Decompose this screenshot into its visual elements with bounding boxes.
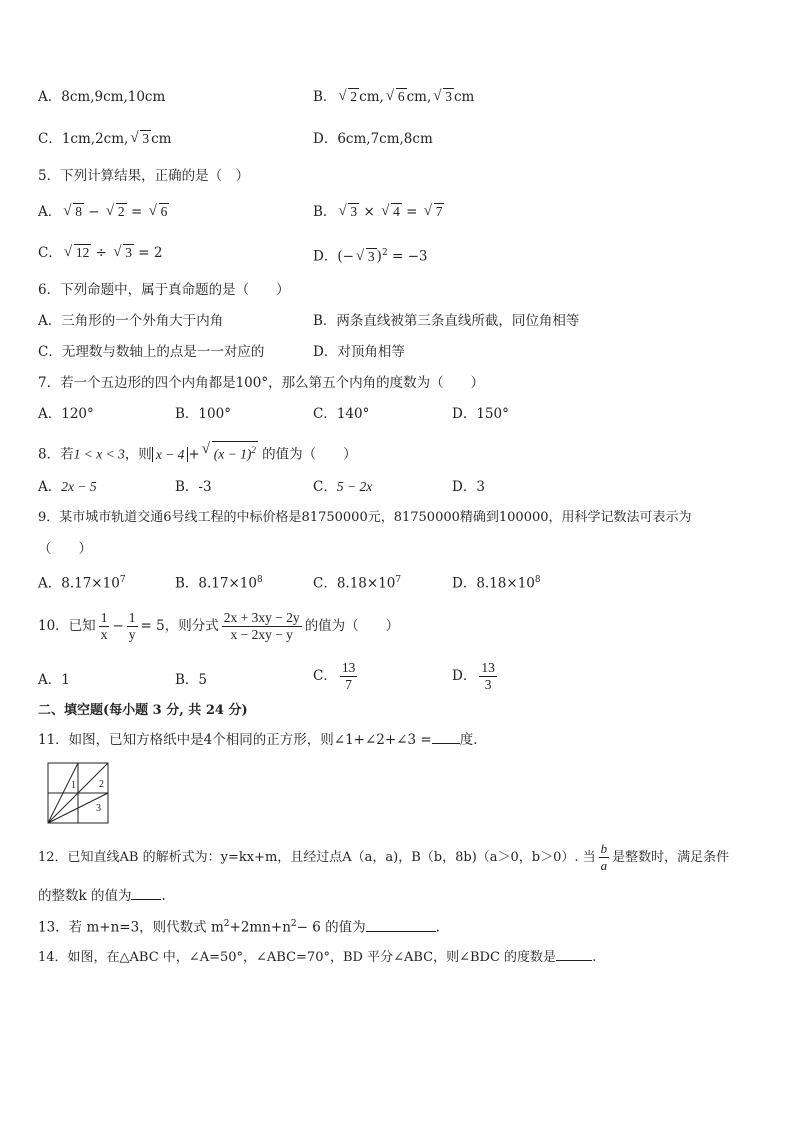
q10-option-a: A．1 <box>38 672 70 688</box>
section-heading-fill-in: 二、填空题(每小题 3 分, 共 24 分) <box>38 703 248 718</box>
q7-option-d: D．150° <box>452 406 509 422</box>
q10-stem: 10．已知 $\frac{1}{x}$ − $\frac{1}{y}$ = 5，则分式 $\frac{2x + 3xy - 2y}{x - 2xy - y}$ 的值为（ ） <box>38 610 400 642</box>
q6-option-a: A．三角形的一个外角大于内角 <box>38 313 224 329</box>
q6-option-c: C．无理数与数轴上的点是一一对应的 <box>38 344 265 360</box>
q5-option-c: C．√ 12 ÷ √ 3 = 2 <box>38 244 163 262</box>
q9-option-d: D．$8.18\times 10^8$ <box>452 575 541 592</box>
q10-option-d: D． $\frac{13}{3}$ <box>452 660 495 692</box>
q5-stem: 5．下列计算结果，正确的是（ ） <box>38 168 250 184</box>
q10-option-c: C． $\frac{13}{7}$ <box>313 660 356 692</box>
q8-option-d: D．3 <box>452 479 485 495</box>
q6-option-b: B．两条直线被第三条直线所截，同位角相等 <box>313 313 580 329</box>
q14-stem: 14．如图，在△ABC 中，∠A=50°，∠ABC=70°，BD 平分∠ABC，则∠BDC 的度数是 . <box>38 946 596 967</box>
q7-option-a: A．120° <box>38 406 94 422</box>
q8-option-c: C．5 − 2x <box>313 479 373 495</box>
q4-option-c: C．1cm,2cm,√ 3 cm <box>38 130 171 148</box>
q9-option-c: C．$8.18\times 10^7$ <box>313 575 402 592</box>
angle-label-2: 2 <box>99 779 104 790</box>
q4-option-d: D．6cm,7cm,8cm <box>313 131 433 147</box>
angle-label-3: 3 <box>96 803 101 814</box>
q12-line2: 的整数k 的值为 . <box>38 885 166 905</box>
q11-grid-figure <box>46 762 112 826</box>
q7-option-c: C．140° <box>313 406 370 422</box>
q5-option-b: B．√ 3 × √ 4 = √ 7 <box>313 203 444 221</box>
q6-stem: 6．下列命题中，属于真命题的是（ ） <box>38 282 290 298</box>
q5-option-d: D．(−√ 3 )$^2$ = −3 <box>313 244 428 266</box>
q10-fraction-expression: $\frac{2x + 3xy - 2y}{x - 2xy - y}$ <box>223 610 300 642</box>
q9-option-a: A．$8.17\times 10^7$ <box>38 575 126 592</box>
q8-stem: 8．若1 < x < 3，则 x − 4 +√ $(x - 1)^2$ 的值为（ ） <box>38 441 357 464</box>
angle-label-1: 1 <box>71 780 76 791</box>
q5-option-a: A．√ 8 − √ 2 = √ 6 <box>38 203 169 221</box>
q7-option-b: B．100° <box>175 406 231 422</box>
q6-option-d: D．对顶角相等 <box>313 344 405 360</box>
q10-fraction-1y: $\frac{1}{y}$ <box>128 610 136 642</box>
q10-option-b: B．5 <box>175 672 208 688</box>
q12-stem: 12．已知直线AB 的解析式为：y=kx+m，且经过点A（a，a)，B（b，8b)（a＞0，b＞0）. 当 $\frac{b}{a}$ 是整数时，满足条件 <box>38 841 730 873</box>
q8-option-b: B．-3 <box>175 479 212 495</box>
q10-fraction-1x: $\frac{1}{x}$ <box>100 610 108 642</box>
q11-stem: 11．如图，已知方格纸中是4个相同的正方形，则∠1+∠2+∠3 = 度. <box>38 729 478 749</box>
q13-stem: 13．若 m+n=3，则代数式 $m^2+2mn+n^2- 6$ 的值为 . <box>38 915 440 937</box>
q9-paren: （ ） <box>38 541 92 557</box>
q9-stem: 9．某市城市轨道交通6号线工程的中标价格是81750000元，81750000精确到100000，用科学记数法可表示为 <box>38 510 692 525</box>
q4-option-a: A．8cm,9cm,10cm <box>38 89 166 105</box>
q4-option-b: B．√ 2 cm,√ 6 cm,√ 3 cm <box>313 88 474 106</box>
q9-option-b: B．$8.17\times 10^8$ <box>175 575 263 592</box>
q8-option-a: A．2x − 5 <box>38 479 97 495</box>
q7-stem: 7．若一个五边形的四个内角都是100°，那么第五个内角的度数为（ ） <box>38 375 485 391</box>
